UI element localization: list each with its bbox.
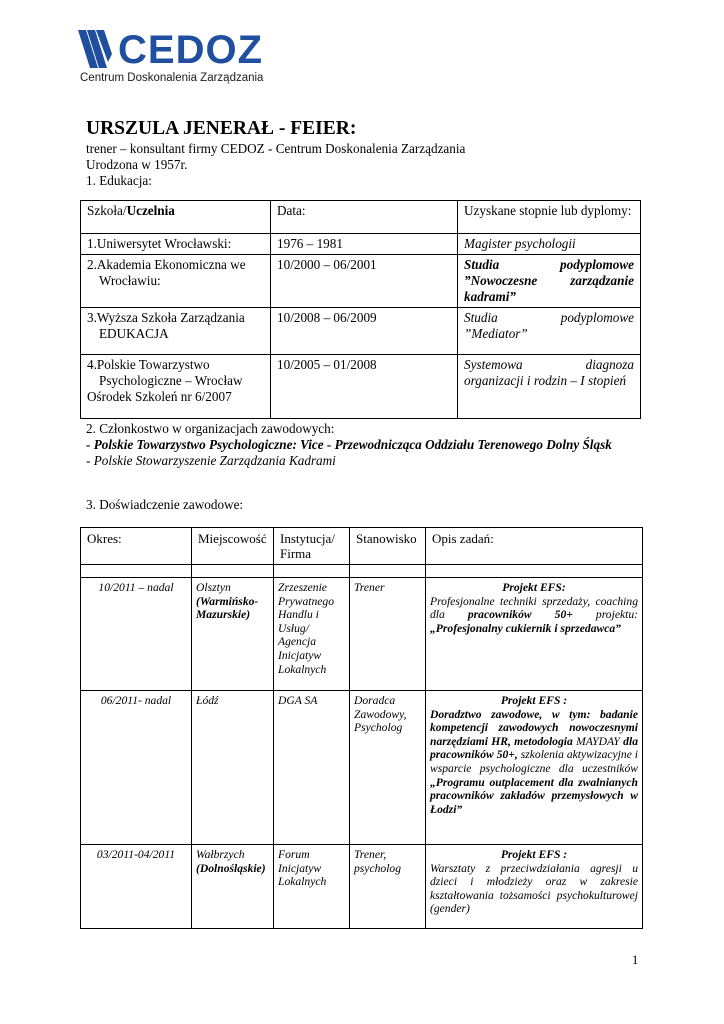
experience-institution: Zrzeszenie Prywatnego Handlu i Usług/ Agencja Inicjatyw Lokalnych — [274, 578, 350, 691]
education-school-line: Wrocławiu: — [99, 273, 161, 288]
experience-institution: Forum Inicjatyw Lokalnych — [274, 845, 350, 929]
experience-place-city: Łódź — [196, 694, 219, 707]
education-header-degree: Uzyskane stopnie lub dyplomy: — [458, 201, 641, 234]
education-header-row — [81, 201, 641, 234]
membership-item: - Polskie Stowarzyszenie Zarządzania Kadrami — [86, 453, 336, 468]
experience-desc-bold: „Programu outplacement dla zwalnianych pracowników zakładów przemysłowych w Łodzi” — [430, 775, 638, 816]
education-date: 10/2000 – 06/2001 — [271, 255, 458, 308]
membership-item: - Polskie Towarzystwo Psychologiczne: Vice - Przewodnicząca Oddziału Terenowego Dolny Śląsk — [86, 437, 612, 452]
section-membership: 2. Członkostwo w organizacjach zawodowych: — [86, 421, 335, 436]
education-school-line: EDUKACJA — [99, 326, 169, 341]
education-date: 10/2005 – 01/2008 — [271, 355, 458, 419]
experience-period: 10/2011 – nadal — [81, 578, 192, 691]
experience-project-title: Projekt EFS : — [500, 848, 568, 861]
experience-desc-bold: pracowników 50+ — [467, 608, 573, 622]
experience-position: Doradca Zawodowy, Psycholog — [350, 691, 426, 845]
experience-desc-text: szkolenia aktywizacyjne i wsparcie psychologiczne dla uczestników — [430, 748, 638, 775]
experience-spacer-row — [81, 565, 643, 578]
experience-position: Trener, psycholog — [350, 845, 426, 929]
education-school-line: Ośrodek Szkoleń nr 6/2007 — [87, 389, 232, 404]
section-experience: 3. Doświadczenie zawodowe: — [86, 497, 244, 512]
education-table — [80, 200, 641, 419]
experience-desc-text: Warsztaty z przeciwdziałania agresji u dzieci i młodzieży oraz w zakresie kształtowania tożsamości psychokulturowej (gender) — [430, 861, 638, 916]
education-date: 1976 – 1981 — [271, 234, 458, 255]
experience-row — [81, 691, 643, 845]
education-school-line: 3.Wyższa Szkoła Zarządzania — [87, 310, 245, 325]
experience-description — [426, 578, 643, 691]
header-school-bold: Uczelnia — [126, 203, 175, 218]
cedoz-logo — [78, 30, 283, 88]
experience-project-title: Projekt EFS : — [500, 694, 568, 707]
education-school-line: 4.Polskie Towarzystwo — [87, 357, 210, 372]
experience-row — [81, 845, 643, 929]
experience-period: 03/2011-04/2011 — [81, 845, 192, 929]
education-degree-line: organizacji i rodzin – I stopień — [464, 373, 627, 388]
empty-cell — [350, 565, 426, 578]
education-degree-line: kadrami” — [464, 289, 517, 304]
page-number: 1 — [632, 953, 639, 967]
empty-cell — [274, 565, 350, 578]
cedoz-logo-mark-icon — [78, 30, 122, 70]
experience-table — [80, 527, 643, 929]
education-row — [81, 355, 641, 419]
experience-place — [192, 578, 274, 691]
experience-header-cell: Opis zadań: — [426, 528, 643, 565]
experience-place-city: Olsztyn — [196, 581, 231, 594]
education-degree — [458, 355, 641, 419]
education-school-line: 1.Uniwersytet Wrocławski: — [87, 236, 232, 251]
education-degree — [458, 255, 641, 308]
education-degree — [458, 234, 641, 255]
person-name: URSZULA JENERAŁ - FEIER: — [86, 118, 357, 139]
experience-position: Trener — [350, 578, 426, 691]
section-education: 1. Edukacja: — [86, 173, 152, 188]
experience-description — [426, 691, 643, 845]
education-school — [81, 255, 271, 308]
experience-header-cell: Miejscowość — [192, 528, 274, 565]
experience-place-region: (Dolnośląskie) — [196, 861, 266, 875]
experience-description — [426, 845, 643, 929]
education-degree-line: Magister psychologii — [464, 236, 576, 251]
experience-desc-text: Profesjonalne techniki sprzedaży, coaching dla — [430, 594, 638, 622]
education-degree-line: ”Nowoczesne zarządzanie — [464, 273, 634, 288]
experience-header-row — [81, 528, 643, 565]
empty-cell — [192, 565, 274, 578]
experience-place — [192, 691, 274, 845]
education-degree-line: Studia podyplomowe — [464, 257, 634, 272]
experience-header-cell: Instytucja/ Firma — [274, 528, 350, 565]
experience-desc-text: projektu: — [572, 608, 638, 622]
experience-place-city: Wałbrzych — [196, 848, 245, 861]
logo-word: CEDOZ — [118, 28, 263, 72]
experience-desc-bold: Doradztwo zawodowe, w tym: badanie kompetencji zawodowych nowoczesnymi narzędziami HR, metodologia — [430, 707, 638, 748]
experience-institution: DGA SA — [274, 691, 350, 845]
experience-header-cell: Okres: — [81, 528, 192, 565]
education-school-line: Psychologiczne – Wrocław — [99, 373, 243, 388]
education-degree-line: Studia podyplomowe — [464, 310, 634, 325]
experience-header-cell: Stanowisko — [350, 528, 426, 565]
education-school — [81, 308, 271, 355]
experience-period: 06/2011- nadal — [81, 691, 192, 845]
experience-place — [192, 845, 274, 929]
experience-place-region: (Warmińsko-Mazurskie) — [196, 594, 259, 622]
education-date: 10/2008 – 06/2009 — [271, 308, 458, 355]
header-school-plain: Szkoła/ — [87, 203, 127, 218]
experience-project-title: Projekt EFS: — [502, 581, 566, 594]
education-degree-line: Systemowa diagnoza — [464, 357, 634, 372]
education-row — [81, 308, 641, 355]
empty-cell — [426, 565, 643, 578]
experience-desc-bold: „Profesjonalny cukiernik i sprzedawca” — [430, 621, 621, 635]
experience-desc-text: MAYDAY — [572, 734, 624, 748]
education-degree-line: ”Mediator” — [464, 326, 528, 341]
education-row — [81, 255, 641, 308]
education-school — [81, 234, 271, 255]
education-header-date: Data: — [271, 201, 458, 234]
person-role: trener – konsultant firmy CEDOZ - Centrum Doskonalenia Zarządzania — [86, 141, 466, 156]
experience-row — [81, 578, 643, 691]
education-degree — [458, 308, 641, 355]
experience-desc-bold: dla pracowników 50+, — [430, 734, 638, 762]
education-school-line: 2.Akademia Ekonomiczna we — [87, 257, 246, 272]
education-school — [81, 355, 271, 419]
empty-cell — [81, 565, 192, 578]
education-header-school — [81, 201, 271, 234]
education-row — [81, 234, 641, 255]
person-born: Urodzona w 1957r. — [86, 157, 188, 172]
logo-subtitle: Centrum Doskonalenia Zarządzania — [80, 72, 264, 84]
